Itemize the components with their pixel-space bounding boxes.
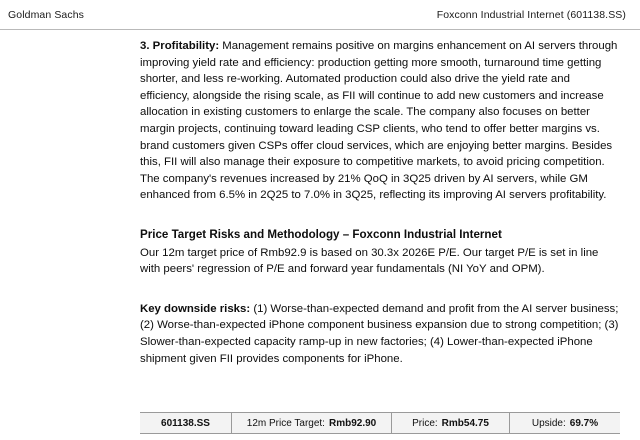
paragraph-downside-risks xyxy=(140,301,620,367)
ticker-cell: 601138.SS xyxy=(140,413,232,433)
header-divider xyxy=(0,29,640,30)
downside-risks-text: (1) Worse-than-expected demand and profit from the AI server business; (2) Worse-than-expected iPhone component business expansion due to strong competition; (3) Slower-than-expected capacity ramp-up in new factories; (4) Lower-than-expected iPhone shipment given FII provides components for iPhone. xyxy=(140,302,619,365)
price-target-label: 12m Price Target: xyxy=(246,417,325,429)
brand-name: Goldman Sachs xyxy=(8,9,85,21)
downside-risks-heading: Key downside risks: xyxy=(140,302,251,315)
document-body xyxy=(140,38,620,381)
spacer xyxy=(140,292,620,301)
spacer xyxy=(140,218,620,227)
price-cell xyxy=(392,413,510,433)
paragraph-profitability xyxy=(140,38,620,204)
price-target-heading: Price Target Risks and Methodology – Foxconn Industrial Internet xyxy=(140,227,502,241)
price-target-cell xyxy=(232,413,392,433)
profitability-text: Management remains positive on margins enhancement on AI servers through improving yield rate and efficiency: production getting more smooth, turnaround time getting shorter, and less re-working. Automated production could also drive the yield rate and efficiency, alongside the rising scale, as FII will continue to add new customers and increase allocation in existing customers to enlarge the scale. The company also focuses on better margin projects, continuing toward leading CSP clients, who tend to offer better margins vs. brand customers given CSPs offer cloud services, which are enjoying better margins. Besides this, FII will also manage their exposure to competitive markets, to avoid pricing competition. The company's revenues increased by 21% QoQ in 3Q25 driven by AI servers, while GM enhanced from 6.5% in 2Q25 to 7.0% in 3Q25, reflecting its improving AI servers profitability. xyxy=(140,40,618,202)
price-summary-bar xyxy=(140,412,620,434)
document-reference: Foxconn Industrial Internet (601138.SS) xyxy=(436,9,626,21)
profitability-heading: 3. Profitability: xyxy=(140,40,220,52)
upside-label: Upside: xyxy=(531,417,566,429)
price-label: Price: xyxy=(412,417,438,429)
page-header xyxy=(0,0,640,30)
price-value: Rmb54.75 xyxy=(441,417,489,429)
upside-cell xyxy=(510,413,620,433)
price-target-value: Rmb92.90 xyxy=(328,417,377,429)
upside-value: 69.7% xyxy=(569,417,599,429)
price-target-text: Our 12m target price of Rmb92.9 is based on 30.3x 2026E P/E. Our target P/E is set in line with peers' regression of P/E and forward year fundamentals (NI YoY and OPM). xyxy=(140,246,599,276)
